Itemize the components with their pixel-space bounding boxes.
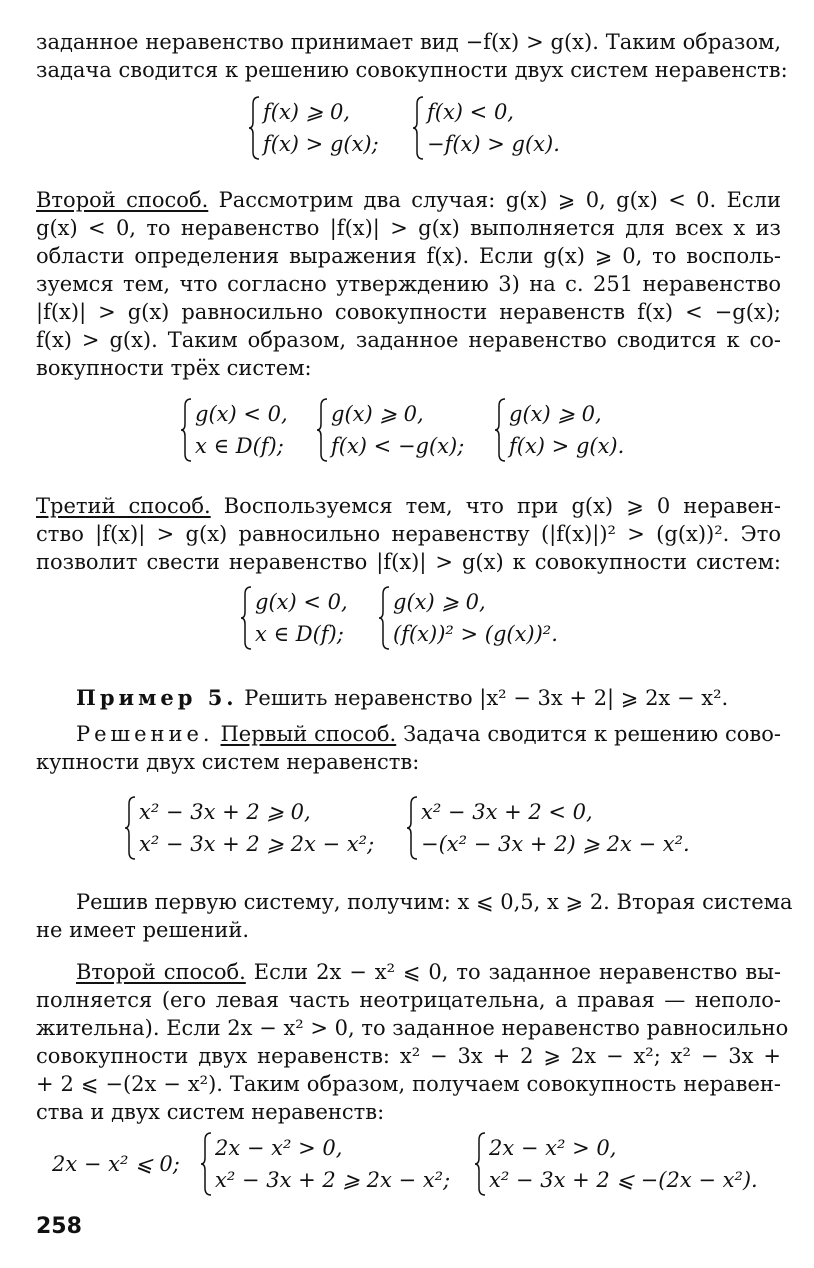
system-row: x² − 3x + 2 ⩾ 2x − x²;	[139, 832, 375, 856]
brace-icon	[494, 398, 506, 462]
brace-icon	[474, 1132, 486, 1196]
paragraph-line: вокупности трёх систем:	[36, 356, 312, 380]
paragraph-line: g(x) < 0, то неравенство |f(x)| > g(x) выполняется для всех x из	[36, 216, 781, 240]
system-row: g(x) ⩾ 0,	[393, 590, 486, 614]
system-row: x² − 3x + 2 < 0,	[421, 800, 593, 824]
brace-icon	[124, 796, 136, 860]
paragraph-line: задача сводится к решению совокупности двух систем неравенств:	[36, 58, 788, 82]
system-row: −(x² − 3x + 2) ⩾ 2x − x².	[421, 832, 690, 856]
system-of-inequalities	[316, 398, 464, 462]
paragraph-line: Второй способ. Если 2x − x² ⩽ 0, то заданное неравенство вы-	[76, 960, 782, 984]
brace-icon	[240, 586, 252, 650]
paragraph-line: Решение. Первый способ. Задача сводится к решению сово-	[76, 722, 781, 746]
paragraph-line: полняется (его левая часть неотрицательна, а правая — неполо-	[36, 988, 781, 1012]
paragraph-line: жительна). Если 2x − x² > 0, то заданное неравенство равносильно	[36, 1016, 789, 1040]
paragraph-line: + 2 ⩽ −(2x − x²). Таким образом, получаем совокупность неравен-	[36, 1072, 781, 1096]
system-row: x ∈ D(f);	[195, 434, 284, 458]
system-row: 2x − x² > 0,	[215, 1136, 343, 1160]
paragraph-line: |f(x)| > g(x) равносильно совокупности неравенств f(x) < −g(x);	[36, 300, 781, 324]
system-row: g(x) < 0,	[195, 402, 288, 426]
paragraph-line: совокупности двух неравенств: x² − 3x + 2 ⩾ 2x − x²; x² − 3x +	[36, 1044, 781, 1068]
brace-icon	[412, 96, 424, 160]
paragraph-line: не имеет решений.	[36, 918, 250, 942]
paragraph-line: Второй способ. Рассмотрим два случая: g(x) ⩾ 0, g(x) < 0. Если	[36, 188, 782, 212]
paragraph-line: области определения выражения f(x). Если g(x) ⩾ 0, то восполь-	[36, 244, 781, 268]
method-label: Второй способ.	[36, 188, 209, 212]
system-row: g(x) < 0,	[255, 590, 348, 614]
solution-label: Решение.	[76, 722, 214, 746]
page-number: 258	[36, 1214, 82, 1239]
paragraph-line: f(x) > g(x). Таким образом, заданное неравенство сводится к со-	[36, 328, 781, 352]
system-row: x² − 3x + 2 ⩾ 0,	[139, 800, 311, 824]
paragraph-line: ства и двух систем неравенств:	[36, 1100, 385, 1124]
system-row: f(x) ⩾ 0,	[263, 100, 350, 124]
brace-icon	[406, 796, 418, 860]
example-label: Пример 5.	[76, 685, 238, 710]
system-row: f(x) < −g(x);	[331, 434, 465, 458]
paragraph-line: Третий способ. Воспользуемся тем, что при g(x) ⩾ 0 неравен-	[36, 494, 781, 518]
system-row: f(x) < 0,	[427, 100, 514, 124]
paragraph-line: Решив первую систему, получим: x ⩽ 0,5, x ⩾ 2. Вторая система	[76, 890, 793, 914]
system-of-inequalities	[494, 398, 624, 462]
brace-icon	[200, 1132, 212, 1196]
system-of-inequalities	[124, 796, 374, 860]
brace-icon	[180, 398, 192, 462]
method-label: Первый способ.	[220, 722, 397, 746]
system-row: f(x) > g(x);	[263, 132, 379, 156]
system-row: x ∈ D(f);	[255, 622, 344, 646]
system-row: (f(x))² > (g(x))².	[393, 622, 558, 646]
system-row: −f(x) > g(x).	[427, 132, 560, 156]
system-row: g(x) ⩾ 0,	[509, 402, 602, 426]
brace-icon	[378, 586, 390, 650]
example-heading: Пример 5. Решить неравенство |x² − 3x + 2| ⩾ 2x − x².	[76, 685, 729, 710]
paragraph-line: купности двух систем неравенств:	[36, 750, 420, 774]
paragraph-line: зуемся тем, что согласно утверждению 3) на с. 251 неравенство	[36, 272, 781, 296]
system-row: g(x) ⩾ 0,	[331, 402, 424, 426]
system-row: 2x − x² > 0,	[489, 1136, 617, 1160]
system-of-inequalities	[240, 586, 348, 650]
system-row: x² − 3x + 2 ⩽ −(2x − x²).	[489, 1168, 758, 1192]
system-of-inequalities	[378, 586, 558, 650]
system-of-inequalities	[200, 1132, 450, 1196]
brace-icon	[248, 96, 260, 160]
inequality: 2x − x² ⩽ 0;	[52, 1152, 180, 1176]
paragraph-line: позволит свести неравенство |f(x)| > g(x) к совокупности систем:	[36, 550, 781, 574]
method-label: Второй способ.	[76, 960, 246, 984]
paragraph-line: заданное неравенство принимает вид −f(x) > g(x). Таким образом,	[36, 30, 781, 54]
system-of-inequalities	[248, 96, 379, 160]
system-of-inequalities	[406, 796, 690, 860]
system-of-inequalities	[180, 398, 288, 462]
system-row: f(x) > g(x).	[509, 434, 625, 458]
brace-icon	[316, 398, 328, 462]
system-of-inequalities	[412, 96, 560, 160]
system-of-inequalities	[474, 1132, 758, 1196]
paragraph-line: ство |f(x)| > g(x) равносильно неравенству (|f(x)|)² > (g(x))². Это	[36, 522, 781, 546]
system-row: x² − 3x + 2 ⩾ 2x − x²;	[215, 1168, 451, 1192]
method-label: Третий способ.	[36, 494, 211, 518]
